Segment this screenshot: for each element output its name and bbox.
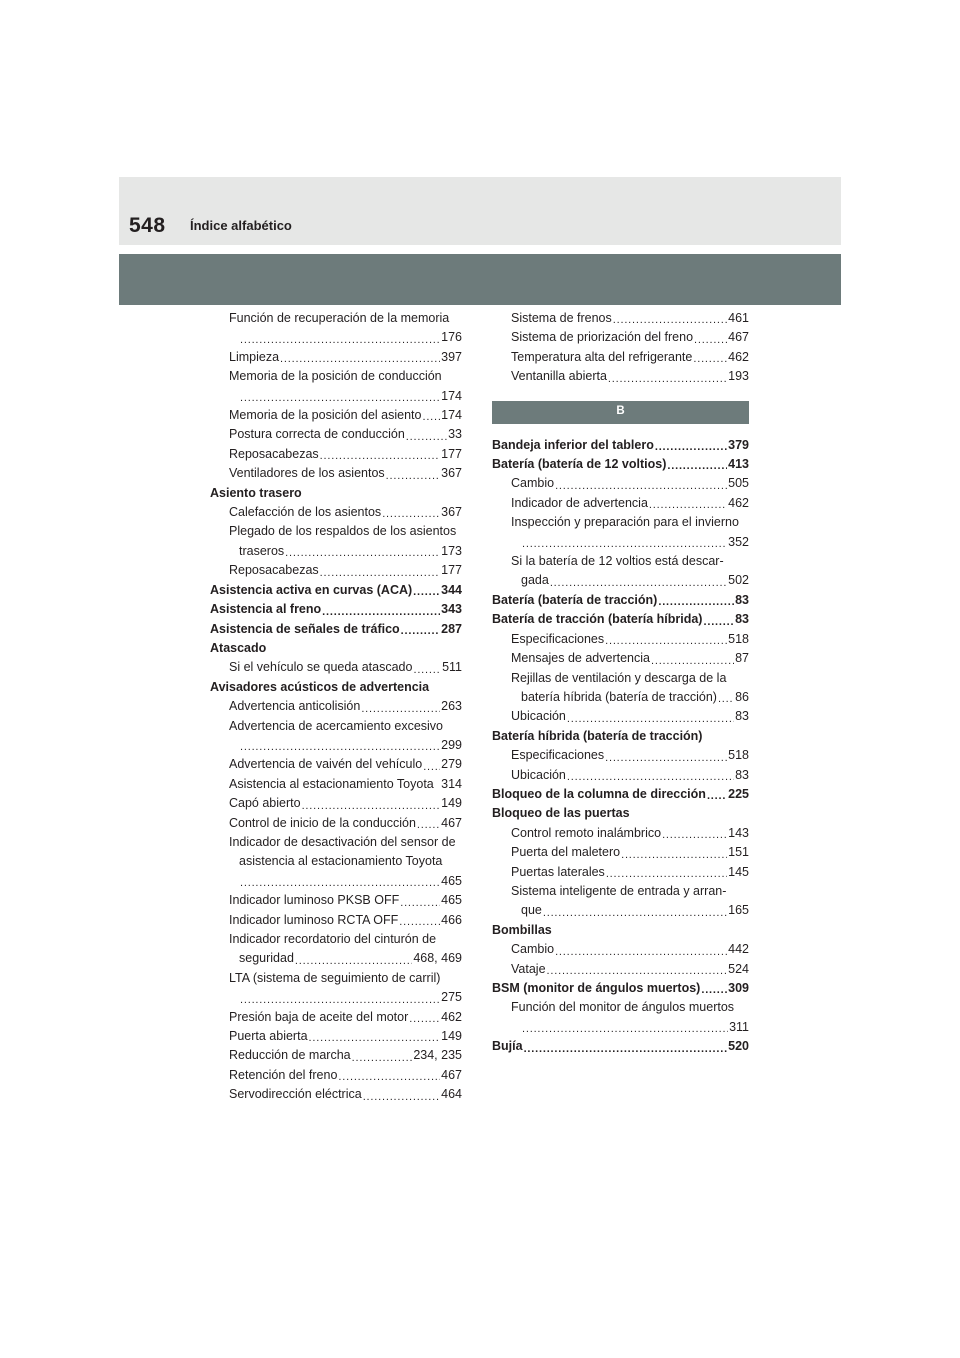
index-entry-sub bbox=[210, 445, 462, 464]
entry-text: Reposacabezas bbox=[229, 446, 319, 461]
page-ref: 275 bbox=[441, 990, 462, 1005]
index-entry-sub bbox=[210, 1085, 462, 1104]
index-entry-sub bbox=[492, 513, 749, 532]
dot-leader bbox=[386, 472, 440, 480]
page-ref: 518 bbox=[728, 748, 749, 763]
entry-text: Batería de tracción (batería híbrida) bbox=[492, 612, 703, 627]
entry-text: Si el vehículo se queda atascado bbox=[229, 660, 413, 675]
index-entry-sub bbox=[210, 542, 462, 561]
dot-leader bbox=[422, 413, 440, 421]
entry-text: Advertencia de vaivén del vehículo bbox=[229, 757, 423, 772]
index-entry-sub bbox=[210, 309, 462, 328]
index-entry-sub bbox=[492, 649, 749, 668]
page-ref: 367 bbox=[441, 505, 462, 520]
entry-text: Indicador recordatorio del cinturón de bbox=[229, 932, 437, 946]
dot-leader bbox=[718, 695, 734, 703]
index-entry-sub bbox=[492, 843, 749, 862]
index-entry-main bbox=[210, 581, 462, 600]
index-entry-sub bbox=[210, 775, 462, 794]
page-ref: 343 bbox=[441, 602, 462, 617]
dot-leader bbox=[567, 773, 734, 781]
entry-text: Cambio bbox=[511, 942, 555, 957]
entry-text: Atascado bbox=[210, 640, 267, 655]
dot-leader bbox=[547, 967, 728, 975]
index-entry-sub bbox=[210, 1046, 462, 1065]
page-ref: 287 bbox=[441, 621, 462, 636]
page-ref: 174 bbox=[441, 388, 462, 403]
index-entry-sub bbox=[210, 425, 462, 444]
index-entry-sub bbox=[492, 494, 749, 513]
page-ref: 83 bbox=[735, 709, 749, 724]
index-entry-main bbox=[492, 804, 749, 823]
index-entry-sub bbox=[210, 387, 462, 406]
page-ref: 467 bbox=[441, 1067, 462, 1082]
page-ref: 314 bbox=[441, 776, 462, 791]
page-ref: 149 bbox=[441, 796, 462, 811]
entry-text: Bandeja inferior del tablero bbox=[492, 437, 654, 452]
index-entry-main bbox=[492, 979, 749, 998]
entry-text: Batería (batería de tracción) bbox=[492, 592, 658, 607]
entry-text: asistencia al estacionamiento Toyota bbox=[239, 854, 443, 869]
dot-leader bbox=[605, 637, 727, 645]
entry-text: Vataje bbox=[511, 961, 546, 976]
index-entry-sub bbox=[210, 988, 462, 1007]
dot-leader bbox=[423, 763, 440, 771]
dot-leader bbox=[522, 1025, 728, 1033]
index-entry-main bbox=[210, 484, 462, 503]
page-ref: 225 bbox=[728, 786, 749, 801]
index-entry-main bbox=[210, 639, 462, 658]
page-ref: 468, 469 bbox=[413, 951, 462, 966]
dot-leader bbox=[694, 336, 727, 344]
index-entry-sub bbox=[210, 1066, 462, 1085]
index-column-right bbox=[492, 309, 749, 1057]
page-ref: 397 bbox=[441, 349, 462, 364]
entry-text: Bujía bbox=[492, 1039, 523, 1054]
dot-leader bbox=[651, 657, 734, 665]
page-ref: 177 bbox=[441, 446, 462, 461]
entry-text: Calefacción de los asientos bbox=[229, 505, 382, 520]
index-entry-sub bbox=[210, 891, 462, 910]
index-entry-sub bbox=[492, 309, 749, 328]
page-ref: 143 bbox=[728, 825, 749, 840]
entry-text: Control remoto inalámbrico bbox=[511, 825, 662, 840]
index-entry-main bbox=[492, 921, 749, 940]
entry-text: Reducción de marcha bbox=[229, 1048, 351, 1063]
entry-text: Rejillas de ventilación y descarga de la bbox=[511, 670, 727, 685]
page-ref: 461 bbox=[728, 311, 749, 325]
index-entry-sub bbox=[492, 533, 749, 552]
page-ref: 309 bbox=[728, 981, 749, 995]
dot-leader bbox=[400, 899, 440, 907]
entry-text: Batería (batería de 12 voltios) bbox=[492, 457, 667, 472]
dot-leader bbox=[605, 754, 727, 762]
index-entry-main bbox=[492, 727, 749, 746]
entry-text: Advertencia anticolisión bbox=[229, 699, 361, 714]
dot-leader bbox=[413, 666, 441, 674]
page-ref: 151 bbox=[728, 845, 749, 860]
page-ref: 83 bbox=[735, 767, 749, 782]
index-entry-sub bbox=[492, 688, 749, 707]
entry-text: Sistema inteligente de entrada y arran- bbox=[511, 883, 727, 898]
index-entry-sub bbox=[210, 755, 462, 774]
index-column-right-top bbox=[492, 309, 749, 387]
page-ref: 83 bbox=[735, 592, 749, 607]
index-entry-main bbox=[210, 600, 462, 619]
entry-text: Inspección y preparación para el invierno bbox=[511, 515, 739, 530]
index-entry-sub bbox=[210, 872, 462, 891]
dot-leader bbox=[522, 540, 727, 548]
index-entry-sub bbox=[210, 503, 462, 522]
index-entry-sub bbox=[210, 833, 462, 852]
entry-text: Bombillas bbox=[492, 922, 552, 937]
entry-text: Advertencia de acercamiento excesivo bbox=[229, 718, 444, 733]
page-ref: 466 bbox=[441, 912, 462, 927]
entry-text: Si la batería de 12 voltios está descar- bbox=[511, 554, 724, 569]
page-ref: 502 bbox=[728, 573, 749, 588]
index-entry-main bbox=[492, 1037, 749, 1056]
dot-leader bbox=[280, 355, 440, 363]
index-entry-sub bbox=[492, 367, 749, 386]
dot-leader bbox=[285, 549, 440, 557]
entry-text: Asistencia de señales de tráfico bbox=[210, 621, 400, 636]
index-column-right-bottom bbox=[492, 436, 749, 1057]
index-entry-sub bbox=[492, 348, 749, 367]
page-ref: 379 bbox=[728, 437, 749, 452]
page-ref: 173 bbox=[441, 543, 462, 558]
index-entry-sub bbox=[492, 328, 749, 347]
index-entry-sub bbox=[210, 522, 462, 541]
page-ref: 464 bbox=[441, 1087, 462, 1102]
dot-leader bbox=[363, 1093, 440, 1101]
entry-text: Limpieza bbox=[229, 349, 280, 364]
entry-text: que bbox=[521, 903, 542, 918]
dot-leader bbox=[621, 851, 727, 859]
index-entry-sub bbox=[210, 658, 462, 677]
entry-text: Ubicación bbox=[511, 709, 566, 724]
dot-leader bbox=[401, 627, 440, 635]
dot-leader bbox=[240, 996, 440, 1004]
entry-text: Puerta del maletero bbox=[511, 845, 621, 860]
index-entry-sub bbox=[492, 901, 749, 920]
page-ref: 86 bbox=[735, 689, 749, 704]
entry-text: Reposacabezas bbox=[229, 563, 319, 578]
dot-leader bbox=[352, 1054, 413, 1062]
entry-text: LTA (sistema de seguimiento de carril) bbox=[229, 970, 441, 985]
entry-text: Postura correcta de conducción bbox=[229, 427, 405, 442]
entry-text: seguridad bbox=[239, 951, 294, 966]
dot-leader bbox=[417, 821, 440, 829]
page-ref: 413 bbox=[728, 457, 749, 472]
page-ref: 177 bbox=[441, 563, 462, 578]
index-entry-sub bbox=[492, 669, 749, 688]
entry-text: Asiento trasero bbox=[210, 485, 302, 500]
entry-text: Sistema de priorización del freno bbox=[511, 330, 694, 345]
dot-leader bbox=[608, 375, 727, 383]
page-ref: 442 bbox=[728, 942, 749, 957]
index-entry-sub bbox=[210, 736, 462, 755]
dot-leader bbox=[555, 482, 727, 490]
page-ref: 462 bbox=[728, 349, 749, 364]
dot-leader bbox=[693, 355, 727, 363]
entry-text: Mensajes de advertencia bbox=[511, 651, 650, 666]
index-entry-sub bbox=[492, 882, 749, 901]
dot-leader bbox=[649, 501, 727, 509]
dot-leader bbox=[703, 618, 734, 626]
entry-text: Cambio bbox=[511, 476, 555, 491]
index-entry-sub bbox=[210, 949, 462, 968]
dot-leader bbox=[240, 879, 440, 887]
page-ref: 518 bbox=[728, 631, 749, 646]
index-entry-main bbox=[210, 620, 462, 639]
dot-leader bbox=[320, 452, 440, 460]
index-entry-sub bbox=[210, 717, 462, 736]
page-ref: 524 bbox=[728, 961, 749, 976]
page-ref: 462 bbox=[441, 1009, 462, 1024]
dot-leader bbox=[655, 443, 727, 451]
dot-leader bbox=[406, 433, 447, 441]
index-entry-sub bbox=[492, 998, 749, 1017]
dot-leader bbox=[322, 608, 440, 616]
index-entry-sub bbox=[210, 1008, 462, 1027]
dot-leader bbox=[413, 588, 440, 596]
page-ref: 311 bbox=[729, 1019, 749, 1034]
page-ref: 149 bbox=[441, 1029, 462, 1044]
index-entry-sub bbox=[210, 930, 462, 949]
page-ref: 234, 235 bbox=[413, 1048, 462, 1063]
page-number: 548 bbox=[129, 214, 166, 237]
dot-leader bbox=[399, 918, 440, 926]
page-ref: 465 bbox=[441, 893, 462, 908]
page-ref: 462 bbox=[728, 495, 749, 510]
entry-text: Ventiladores de los asientos bbox=[229, 466, 385, 481]
dot-leader bbox=[606, 870, 727, 878]
page-ref: 344 bbox=[441, 582, 462, 597]
dot-leader bbox=[320, 569, 440, 577]
dot-leader bbox=[658, 598, 734, 606]
dot-leader bbox=[613, 316, 727, 324]
entry-text: Función del monitor de ángulos muertos bbox=[511, 1000, 735, 1015]
entry-text: Indicador luminoso PKSB OFF bbox=[229, 893, 400, 908]
dot-leader bbox=[240, 394, 440, 402]
index-entry-sub bbox=[210, 328, 462, 347]
entry-text: Control de inicio de la conducción bbox=[229, 815, 416, 830]
entry-text: Bloqueo de las puertas bbox=[492, 806, 630, 821]
entry-text: Especificaciones bbox=[511, 631, 605, 646]
entry-text: Función de recuperación de la memoria bbox=[229, 311, 450, 325]
entry-text: Presión baja de aceite del motor bbox=[229, 1009, 409, 1024]
index-entry-sub bbox=[210, 406, 462, 425]
page-ref: 165 bbox=[728, 903, 749, 918]
dot-leader bbox=[567, 715, 734, 723]
entry-text: Indicador de advertencia bbox=[511, 495, 648, 510]
page-ref: 511 bbox=[442, 660, 462, 675]
dot-leader bbox=[295, 957, 412, 965]
entry-text: Capó abierto bbox=[229, 796, 301, 811]
entry-text: Asistencia activa en curvas (ACA) bbox=[210, 582, 413, 597]
dot-leader bbox=[667, 462, 727, 470]
entry-text: Asistencia al freno bbox=[210, 602, 322, 617]
index-entry-sub bbox=[492, 474, 749, 493]
index-entry-sub bbox=[492, 630, 749, 649]
index-entry-sub bbox=[210, 464, 462, 483]
page-ref: 367 bbox=[441, 466, 462, 481]
index-entry-sub bbox=[210, 697, 462, 716]
index-entry-main bbox=[492, 436, 749, 455]
index-entry-sub bbox=[210, 1027, 462, 1046]
section-letter-band bbox=[492, 401, 749, 424]
index-entry-sub bbox=[492, 960, 749, 979]
entry-text: Plegado de los respaldos de los asientos bbox=[229, 524, 457, 539]
index-entry-sub bbox=[492, 940, 749, 959]
index-entry-main bbox=[492, 610, 749, 629]
page-ref: 174 bbox=[441, 408, 462, 423]
dot-leader bbox=[302, 802, 441, 810]
entry-text: Puertas laterales bbox=[511, 864, 605, 879]
dot-leader bbox=[309, 1034, 441, 1042]
section-letter: B bbox=[616, 405, 625, 418]
page-ref: 145 bbox=[728, 864, 749, 879]
index-entry-main bbox=[492, 591, 749, 610]
dot-leader bbox=[701, 986, 727, 994]
entry-text: Sistema de frenos bbox=[511, 311, 612, 325]
page-ref: 279 bbox=[441, 757, 462, 772]
index-entry-sub bbox=[492, 766, 749, 785]
entry-text: Indicador de desactivación del sensor de bbox=[229, 834, 456, 849]
page-ref: 520 bbox=[728, 1039, 749, 1054]
dot-leader bbox=[240, 336, 440, 344]
entry-text: Asistencia al estacionamiento Toyota bbox=[229, 776, 434, 791]
index-entry-sub bbox=[210, 367, 462, 386]
entry-text: gada bbox=[521, 573, 549, 588]
index-entry-sub bbox=[210, 969, 462, 988]
entry-text: BSM (monitor de ángulos muertos) bbox=[492, 981, 701, 995]
entry-text: Ventanilla abierta bbox=[511, 369, 607, 384]
dot-leader bbox=[707, 792, 727, 800]
entry-text: Memoria de la posición del asiento bbox=[229, 408, 422, 423]
entry-text: Memoria de la posición de conducción bbox=[229, 369, 442, 384]
entry-text: Bloqueo de la columna de dirección bbox=[492, 786, 706, 801]
index-entry-sub bbox=[492, 571, 749, 590]
index-entry-sub bbox=[492, 863, 749, 882]
index-entry-sub bbox=[492, 552, 749, 571]
index-entry-sub bbox=[210, 814, 462, 833]
index-entry-sub bbox=[492, 824, 749, 843]
index-entry-main bbox=[492, 785, 749, 804]
dot-leader bbox=[543, 909, 727, 917]
index-entry-sub bbox=[492, 746, 749, 765]
index-entry-sub bbox=[492, 1018, 749, 1037]
page-ref: 465 bbox=[441, 873, 462, 888]
page-ref: 352 bbox=[728, 534, 749, 549]
index-entry-sub bbox=[210, 348, 462, 367]
page-ref: 193 bbox=[728, 369, 749, 384]
index-entry-sub bbox=[210, 561, 462, 580]
entry-text: Avisadores acústicos de advertencia bbox=[210, 679, 430, 694]
entry-text: Batería híbrida (batería de tracción) bbox=[492, 728, 703, 743]
page-ref: 87 bbox=[735, 651, 749, 666]
entry-text: Especificaciones bbox=[511, 748, 605, 763]
index-entry-sub bbox=[210, 852, 462, 871]
page-ref: 467 bbox=[728, 330, 749, 345]
entry-text: Puerta abierta bbox=[229, 1029, 308, 1044]
index-entry-sub bbox=[492, 707, 749, 726]
dot-leader bbox=[382, 510, 440, 518]
page-ref: 467 bbox=[441, 815, 462, 830]
entry-text: Servodirección eléctrica bbox=[229, 1087, 362, 1102]
page-ref: 299 bbox=[441, 737, 462, 752]
entry-text: Temperatura alta del refrigerante bbox=[511, 349, 693, 364]
header-title: Índice alfabético bbox=[190, 218, 292, 233]
dot-leader bbox=[550, 579, 727, 587]
entry-text: batería híbrida (batería de tracción) bbox=[521, 689, 717, 704]
index-entry-sub bbox=[210, 794, 462, 813]
header-band bbox=[119, 254, 841, 305]
dot-leader bbox=[524, 1045, 728, 1053]
dot-leader bbox=[662, 831, 727, 839]
header-bar bbox=[119, 177, 841, 245]
entry-text: Retención del freno bbox=[229, 1067, 338, 1082]
index-entry-main bbox=[210, 678, 462, 697]
dot-leader bbox=[361, 705, 440, 713]
page-ref: 263 bbox=[441, 699, 462, 714]
entry-text: Ubicación bbox=[511, 767, 566, 782]
entry-text: traseros bbox=[239, 543, 285, 558]
index-column-left bbox=[210, 309, 462, 1105]
page-ref: 176 bbox=[441, 330, 462, 345]
dot-leader bbox=[409, 1015, 440, 1023]
page-ref: 505 bbox=[728, 476, 749, 491]
dot-leader bbox=[338, 1073, 440, 1081]
entry-text: Indicador luminoso RCTA OFF bbox=[229, 912, 399, 927]
page-ref: 33 bbox=[448, 427, 462, 442]
page-ref: 83 bbox=[735, 612, 749, 627]
dot-leader bbox=[555, 948, 727, 956]
index-entry-sub bbox=[210, 911, 462, 930]
index-entry-main bbox=[492, 455, 749, 474]
dot-leader bbox=[240, 743, 440, 751]
